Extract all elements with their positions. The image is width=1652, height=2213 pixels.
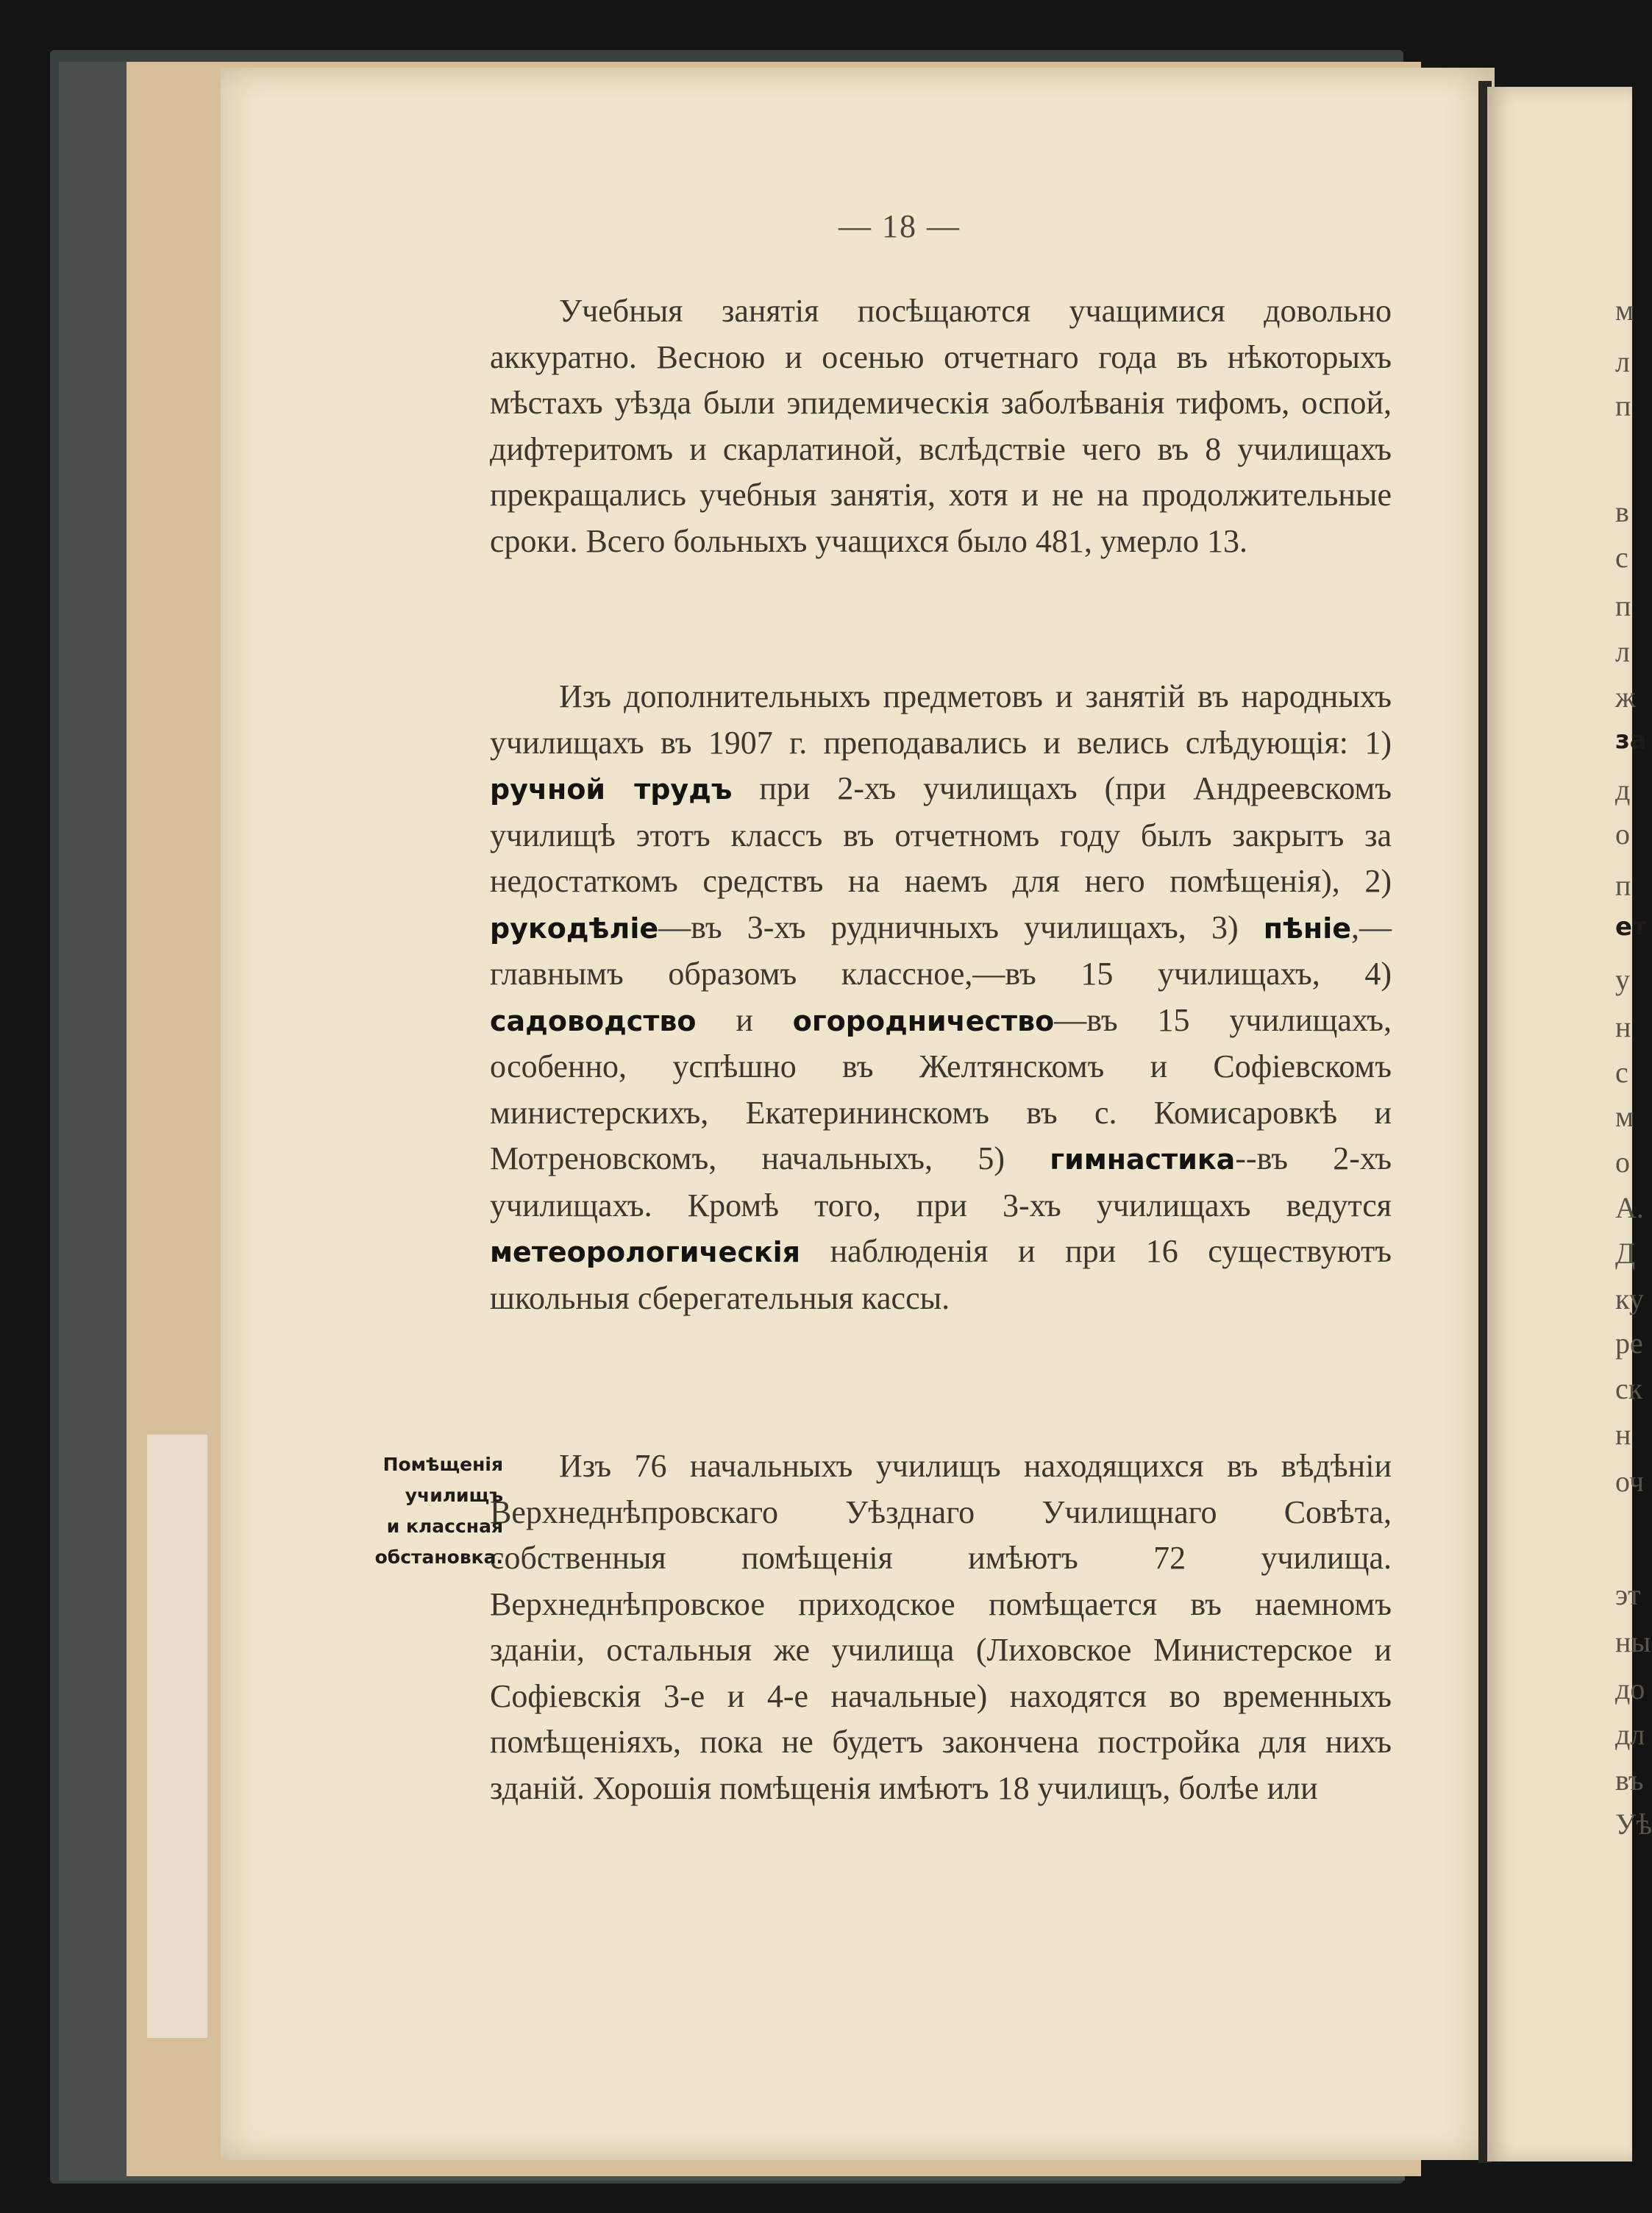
margin-note-line: и классная — [386, 1516, 503, 1537]
facing-page-fragment: Д — [1615, 1237, 1636, 1270]
facing-page-fragment: ку — [1615, 1282, 1644, 1315]
bold-term: садоводство — [490, 1004, 697, 1037]
facing-page-fragment: у — [1615, 963, 1630, 996]
facing-page-fragment: до — [1615, 1672, 1645, 1705]
facing-page-fragment: п — [1615, 389, 1631, 422]
facing-page-fragment: с — [1615, 1056, 1628, 1089]
facing-page-fragment: м — [1615, 1100, 1634, 1133]
text-run: Учебныя занятія посѣщаются учащимися довольно аккуратно. Весною и осенью отчетнаго года въ нѣкоторыхъ мѣстахъ уѣзда были эпидемическія заболѣванія тифомъ, оспой, дифтеритомъ и скарлатиной, вслѣдствіе чего въ 8 училищахъ прекращались учебныя занятія, хотя и не на продолжительные сроки. Всего больныхъ учащихся было 481, умерло 13. — [490, 293, 1392, 559]
margin-note-line: Помѣщенія — [382, 1454, 503, 1475]
margin-note-line: училищъ — [405, 1485, 503, 1506]
text-run: —въ 3-хъ рудничныхъ училищахъ, 3) — [658, 909, 1264, 945]
margin-note-line: обстановка. — [374, 1546, 503, 1568]
text-run: —въ 15 училищахъ, особенно, успѣшно въ Желтянскомъ и Софіевскомъ министерскихъ, Екатерининскомъ въ с. Комисаровкѣ и Мотреновскомъ, начальныхъ, 5) — [490, 1001, 1392, 1176]
facing-page-fragment: ре — [1615, 1326, 1643, 1360]
margin-note — [352, 1449, 503, 1573]
facing-page-fragment: п — [1615, 869, 1631, 902]
bold-term: гимнастика — [1050, 1143, 1236, 1176]
paragraph-2 — [490, 674, 1392, 1321]
facing-page-fragment: дл — [1615, 1718, 1645, 1751]
text-run: при 2-хъ училищахъ (при Андреевскомъ училищѣ этотъ классъ въ отчетномъ году былъ закрытъ за недостаткомъ средствъ на наемъ для него помѣщенія), 2) — [490, 770, 1392, 899]
facing-page-fragment: А. — [1615, 1191, 1644, 1224]
facing-page-fragment: н — [1615, 1418, 1631, 1451]
facing-page-fragment: с — [1615, 541, 1628, 574]
facing-page-fragment: ск — [1615, 1372, 1643, 1405]
facing-page-fragment: за — [1615, 725, 1647, 755]
paragraph-1 — [490, 288, 1392, 564]
page-number: — 18 — — [839, 208, 961, 244]
paragraph-3 — [490, 1443, 1392, 1811]
facing-page-fragment: о — [1615, 1145, 1630, 1179]
facing-page-fragment: ж — [1615, 681, 1636, 714]
facing-page-fragment: Уѣ — [1615, 1808, 1652, 1841]
text-run: и — [696, 1001, 793, 1038]
bold-term: ручной трудъ — [490, 773, 733, 806]
facing-page-fragment: в — [1615, 495, 1629, 528]
text-run: Изъ дополнительныхъ предметовъ и занятій въ народныхъ училищахъ въ 1907 г. преподавались и велись слѣдующія: 1) — [490, 678, 1392, 761]
facing-page-fragment: м — [1615, 294, 1634, 327]
facing-page-fragment: ны — [1615, 1625, 1651, 1658]
facing-page-fragment: п — [1615, 589, 1631, 622]
bold-term: рукодѣліе — [490, 912, 659, 945]
bold-term: огородничество — [792, 1004, 1055, 1037]
facing-page-fragment: д — [1615, 773, 1631, 806]
facing-page-fragment: въ — [1615, 1763, 1644, 1797]
facing-page-fragment: л — [1615, 345, 1630, 378]
facing-page-fragment: эт — [1615, 1578, 1641, 1611]
text-run: Изъ 76 начальныхъ училищъ находящихся въ вѣдѣніи Верхнеднѣпровскаго Уѣзднаго Училищнаго Совѣта, собственныя помѣщенія имѣютъ 72 училища. Верхнеднѣпровское приходское помѣщается въ наемномъ зданіи, остальныя же училища (Лиховское Министерское и Софіевскія 3-е и 4-е начальные) находятся во временныхъ помѣщеніяхъ, пока не будетъ закончена постройка для нихъ зданій. Хорошія помѣщенія имѣютъ 18 училищъ, болѣе или — [490, 1448, 1392, 1806]
facing-page-fragment: оч — [1615, 1465, 1645, 1498]
facing-page-fragment: о — [1615, 817, 1630, 850]
bold-term: метеорологическія — [490, 1236, 801, 1268]
facing-page-fragment: н — [1615, 1010, 1631, 1043]
text-run: ,—главнымъ образомъ классное,—въ 15 училищахъ, 4) — [490, 909, 1392, 992]
text-run: --въ 2-хъ училищахъ. Кромѣ того, при 3-хъ училищахъ ведутся — [490, 1140, 1392, 1223]
text-run: наблюденія и при 16 существуютъ школьныя сберегательныя кассы. — [490, 1233, 1392, 1316]
facing-page-fragment: ет — [1615, 912, 1647, 942]
next-page-edge — [1487, 87, 1632, 2162]
endpaper-strip — [147, 1435, 207, 2038]
bold-term: пѣніе — [1263, 912, 1351, 945]
facing-page-fragment: л — [1615, 635, 1630, 668]
